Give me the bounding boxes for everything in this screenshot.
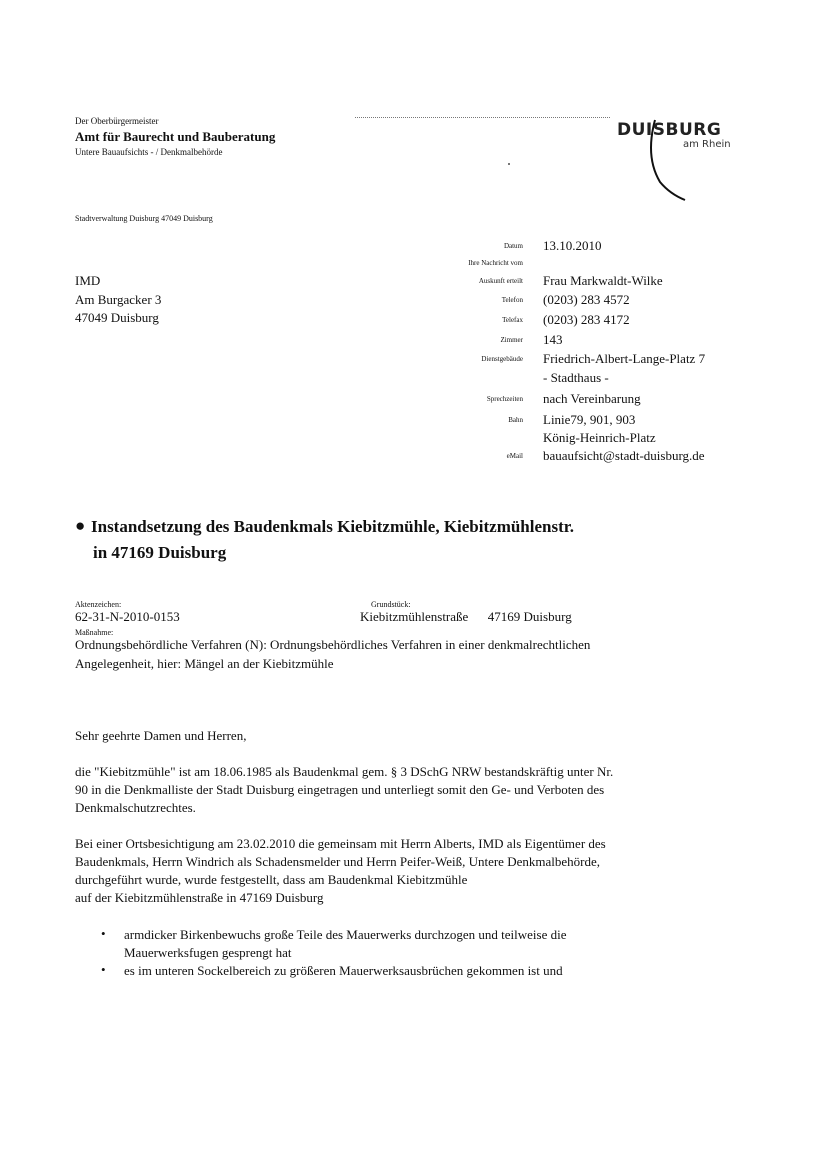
hours-label: Sprechzeiten <box>486 395 523 403</box>
fax-label: Telefax <box>502 316 523 324</box>
issuer-line: Der Oberbürgermeister <box>75 116 159 126</box>
list-bullet: • <box>101 962 106 977</box>
duisburg-logo <box>615 112 745 202</box>
paragraph-2-line-4: auf der Kiebitzmühlenstraße in 47169 Duisburg <box>75 890 324 905</box>
measure-line-2: Angelegenheit, hier: Mängel an der Kiebitzmühle <box>75 656 334 671</box>
list-bullet: • <box>101 926 106 941</box>
paragraph-2-line-3: durchgeführt wurde, wurde festgestellt, dass am Baudenkmal Kiebitzmühle <box>75 872 468 887</box>
greeting: Sehr geehrte Damen und Herren, <box>75 728 247 743</box>
logo-wordmark: DUISBURG <box>617 120 722 140</box>
date-value: 13.10.2010 <box>543 238 602 253</box>
paragraph-2-line-1: Bei einer Ortsbesichtigung am 23.02.2010 die gemeinsam mit Herrn Alberts, IMD als Eigentümer des <box>75 836 606 851</box>
phone-value: (0203) 283 4572 <box>543 292 630 307</box>
plot-value: Kiebitzmühlenstraße 47169 Duisburg <box>360 609 572 624</box>
contact-label: Auskunft erteilt <box>478 277 523 285</box>
recipient-street: Am Burgacker 3 <box>75 292 162 307</box>
fax-value: (0203) 283 4172 <box>543 312 630 327</box>
your-message-label: Ihre Nachricht vom <box>468 259 523 267</box>
department-subtitle: Untere Bauaufsichts - / Denkmalbehörde <box>75 147 223 157</box>
list-item-1-line-1: armdicker Birkenbewuchs große Teile des Mauerwerks durchzogen und teilweise die <box>124 927 567 942</box>
building-label: Dienstgebäude <box>481 355 523 363</box>
building-value-1: Friedrich-Albert-Lange-Platz 7 <box>543 351 706 366</box>
file-number-label: Aktenzeichen: <box>75 600 122 609</box>
date-label: Datum <box>503 242 523 250</box>
header-dot <box>508 163 510 165</box>
file-number: 62-31-N-2010-0153 <box>75 609 180 624</box>
subject-line-1: Instandsetzung des Baudenkmals Kiebitzmühle, Kiebitzmühlenstr. <box>91 517 574 536</box>
email-label: eMail <box>506 452 523 460</box>
subject-line-2: in 47169 Duisburg <box>93 543 227 562</box>
paragraph-1-line-1: die "Kiebitzmühle" ist am 18.06.1985 als Baudenkmal gem. § 3 DSchG NRW bestandskräftig unter Nr. <box>75 764 614 779</box>
paragraph-2-line-2: Baudenkmals, Herrn Windrich als Schadensmelder und Herrn Peifer-Weiß, Untere Denkmalbehörde, <box>75 854 600 869</box>
train-value-2: König-Heinrich-Platz <box>543 430 656 445</box>
building-value-2: - Stadthaus - <box>543 370 609 385</box>
room-label: Zimmer <box>500 336 523 344</box>
department-title: Amt für Baurecht und Bauberatung <box>75 129 276 144</box>
recipient-city: 47049 Duisburg <box>75 310 159 325</box>
subject-bullet: ● <box>75 516 86 535</box>
phone-label: Telefon <box>501 296 523 304</box>
room-value: 143 <box>543 332 563 347</box>
paragraph-1-line-2: 90 in die Denkmalliste der Stadt Duisburg eingetragen und unterliegt somit den Ge- und Verboten des <box>75 782 605 797</box>
list-item-2-line-1: es im unteren Sockelbereich zu größeren Mauerwerksausbrüchen gekommen ist und <box>124 963 563 978</box>
email-value[interactable]: bauaufsicht@stadt-duisburg.de <box>543 448 705 463</box>
train-value-1: Linie79, 901, 903 <box>543 412 636 427</box>
paragraph-1-line-3: Denkmalschutzrechtes. <box>75 800 196 815</box>
list-item-1-line-2: Mauerwerksfugen gesprengt hat <box>124 945 292 960</box>
train-label: Bahn <box>508 416 523 424</box>
contact-value: Frau Markwaldt-Wilke <box>543 273 663 288</box>
sender-line: Stadtverwaltung Duisburg 47049 Duisburg <box>75 214 213 223</box>
measure-line-1: Ordnungsbehördliche Verfahren (N): Ordnungsbehördliches Verfahren in einer denkmalrechtlichen <box>75 637 591 652</box>
logo-subtitle: am Rhein <box>683 139 731 150</box>
plot-label: Grundstück: <box>371 600 411 609</box>
measure-label: Maßnahme: <box>75 628 114 637</box>
recipient-name: IMD <box>75 273 101 288</box>
hours-value: nach Vereinbarung <box>543 391 641 406</box>
header-dotted-rule <box>355 117 610 118</box>
